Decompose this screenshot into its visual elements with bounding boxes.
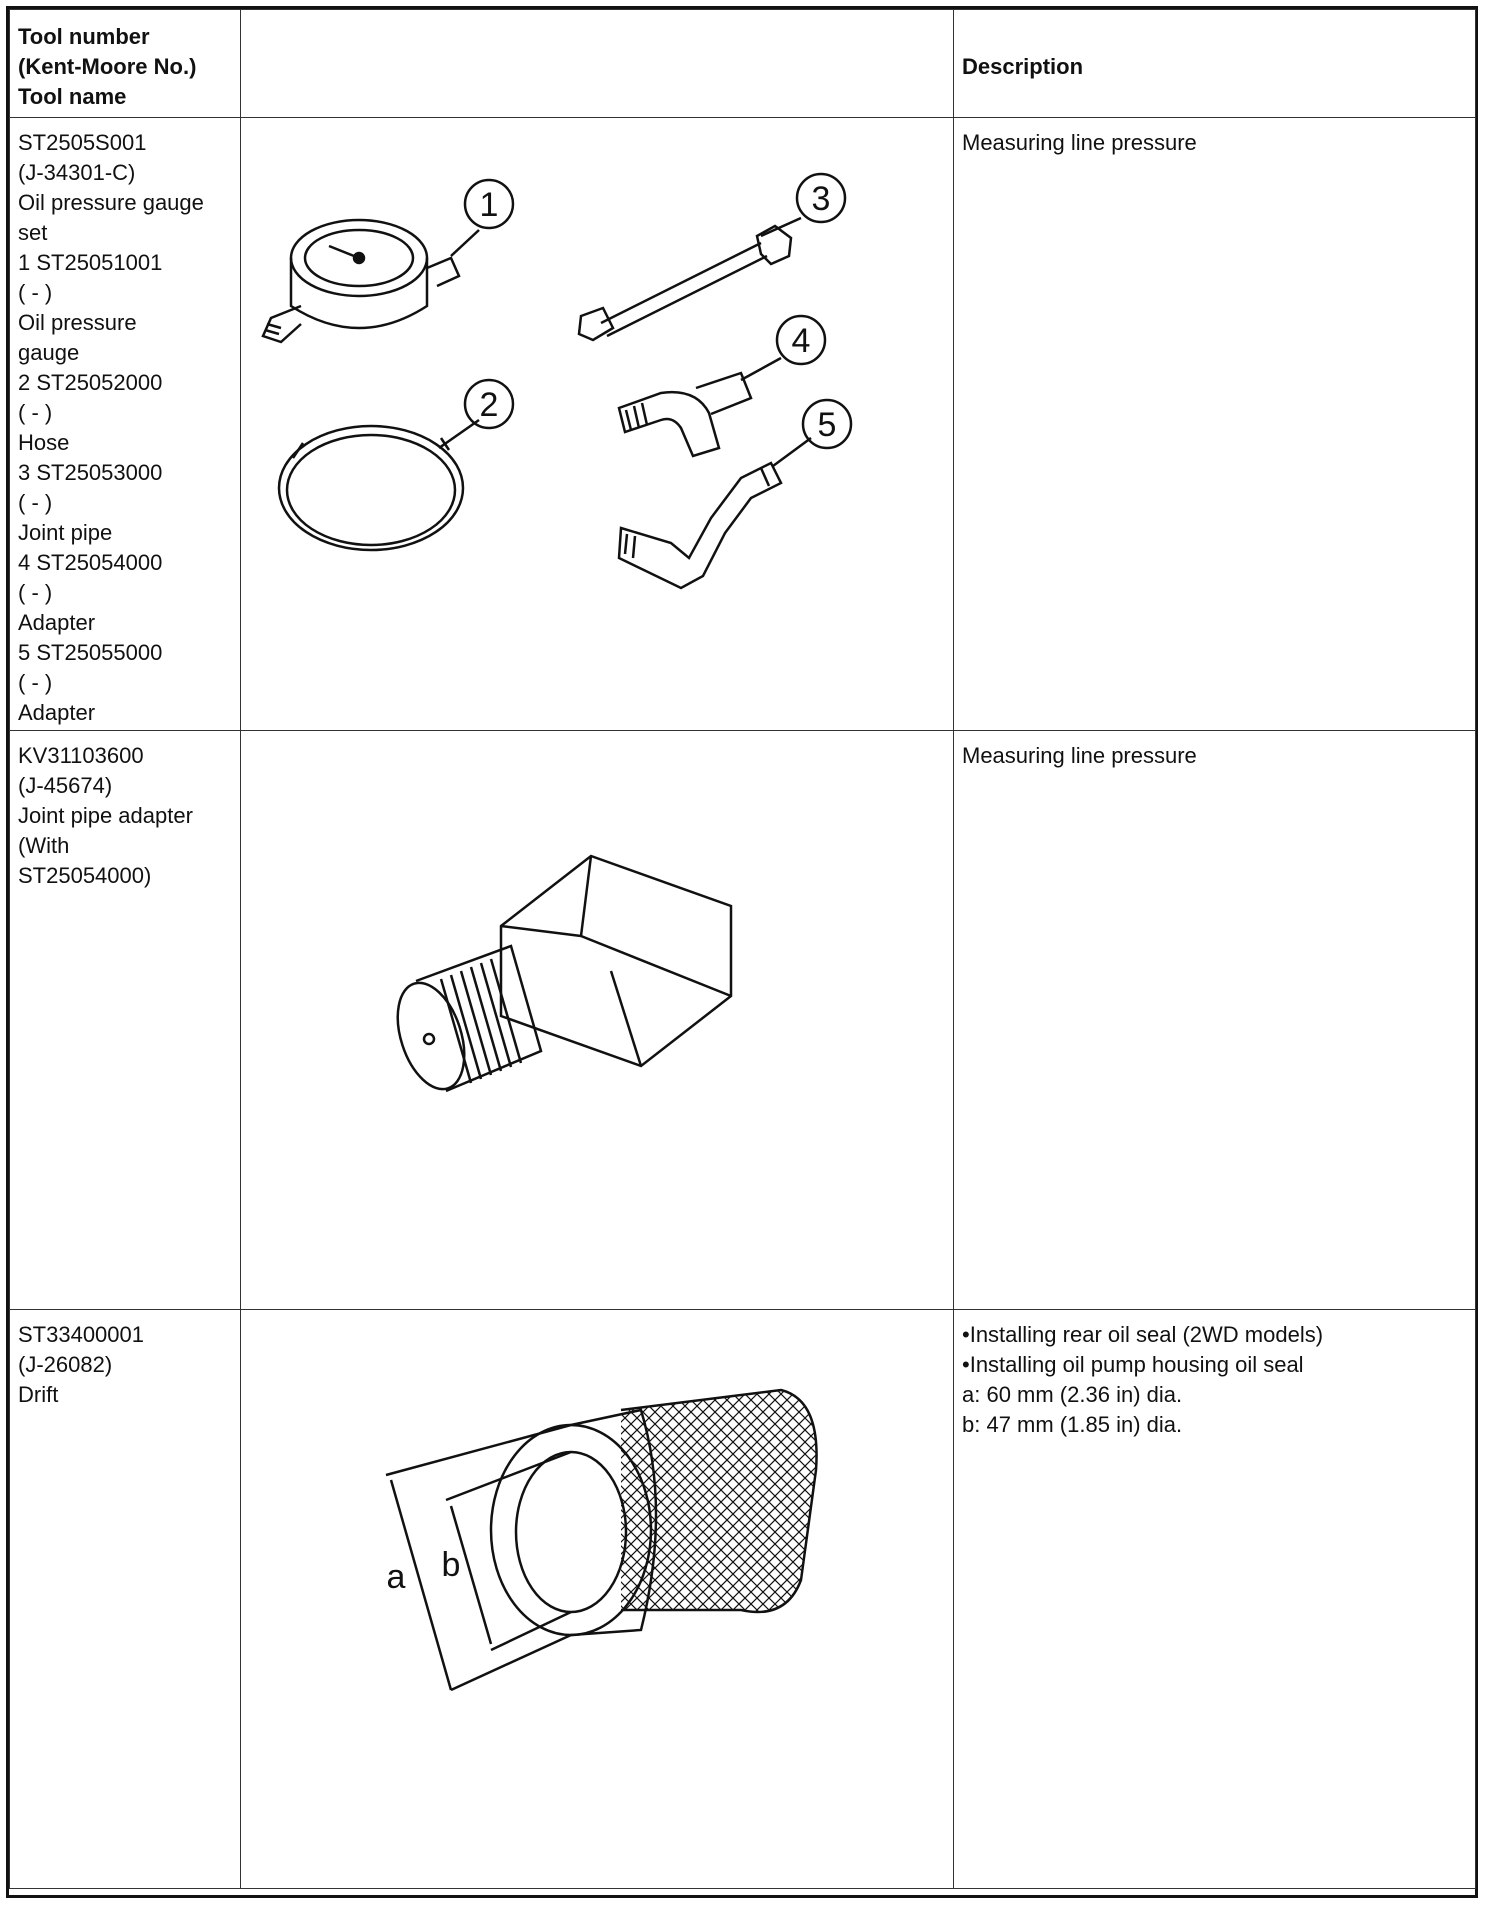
table-row — [10, 731, 1476, 1310]
tool-line: ( - ) — [18, 400, 53, 425]
tool-line: 2 ST25052000 — [18, 370, 163, 395]
joint-pipe-adapter-illustration — [241, 731, 954, 1309]
tool-line: gauge — [18, 340, 80, 365]
description-cell — [954, 1310, 1476, 1889]
tool-line: (J-26082) — [18, 1352, 113, 1377]
tool-line: Joint pipe — [18, 520, 113, 545]
oil-pressure-gauge-set-illustration — [241, 118, 954, 730]
tool-lines — [10, 1310, 240, 1410]
tool-line: ( - ) — [18, 490, 53, 515]
description-cell — [954, 118, 1476, 731]
description-cell — [954, 731, 1476, 1310]
tool-table-sheet — [6, 6, 1478, 1898]
tool-line: ST2505S001 — [18, 130, 147, 155]
header-tool-cell — [10, 10, 241, 118]
tool-line: (J-45674) — [18, 773, 113, 798]
tool-cell — [10, 118, 241, 731]
callout-1: 1 — [479, 186, 499, 224]
tool-line: 4 ST25054000 — [18, 550, 163, 575]
special-service-tools-table — [9, 9, 1476, 1889]
header-description-cell — [954, 10, 1476, 118]
illustration-cell — [241, 731, 954, 1310]
tool-line: Oil pressure gauge — [18, 190, 204, 215]
description-line: •Installing rear oil seal (2WD models) — [962, 1322, 1324, 1347]
header-tool-number: Tool number — [18, 24, 150, 49]
description-lines — [954, 1310, 1475, 1440]
header-tool-name: Tool name — [18, 84, 127, 109]
header-kent-moore: (Kent-Moore No.) — [18, 54, 197, 79]
tool-line: ( - ) — [18, 670, 53, 695]
description-line: •Installing oil pump housing oil seal — [962, 1352, 1304, 1377]
dimension-label-b: b — [441, 1546, 461, 1584]
drift-illustration — [241, 1310, 954, 1888]
illustration-cell — [241, 1310, 954, 1889]
header-description: Description — [962, 54, 1084, 79]
tool-line: 3 ST25053000 — [18, 460, 163, 485]
tool-cell — [10, 731, 241, 1310]
header-illustration-cell — [241, 10, 954, 118]
description-line: b: 47 mm (1.85 in) dia. — [962, 1412, 1183, 1437]
callout-4: 4 — [791, 322, 811, 360]
tool-line: ( - ) — [18, 280, 53, 305]
tool-line: Drift — [18, 1382, 59, 1407]
description-lines — [954, 731, 1475, 771]
joint-pipe-icon — [579, 226, 791, 340]
dimension-label-a: a — [386, 1558, 406, 1596]
tool-line: Adapter — [18, 700, 96, 725]
description-line: a: 60 mm (2.36 in) dia. — [962, 1382, 1183, 1407]
illustration-cell — [241, 118, 954, 731]
tool-line: 1 ST25051001 — [18, 250, 163, 275]
tool-lines — [10, 731, 240, 891]
tool-line: Oil pressure — [18, 310, 137, 335]
tool-line: (J-34301-C) — [18, 160, 136, 185]
callout-3: 3 — [811, 180, 831, 218]
tool-line: KV31103600 — [18, 743, 144, 768]
tool-line: Joint pipe adapter — [18, 803, 193, 828]
tool-line: Hose — [18, 430, 70, 455]
tool-line: ST33400001 — [18, 1322, 144, 1347]
tool-line: set — [18, 220, 48, 245]
description-line: Measuring line pressure — [962, 743, 1197, 768]
tool-cell — [10, 1310, 241, 1889]
tool-line: (With — [18, 833, 70, 858]
tool-lines — [10, 118, 240, 728]
oil-pressure-gauge-icon — [263, 220, 459, 342]
tool-line: Adapter — [18, 610, 96, 635]
table-row — [10, 118, 1476, 731]
tool-line: 5 ST25055000 — [18, 640, 163, 665]
adapter-5-icon — [619, 463, 781, 588]
adapter-4-icon — [619, 373, 751, 456]
table-row — [10, 1310, 1476, 1889]
tool-line: ST25054000) — [18, 863, 152, 888]
description-line: Measuring line pressure — [962, 130, 1197, 155]
callout-2: 2 — [479, 386, 499, 424]
table-header-row — [10, 10, 1476, 118]
hose-icon — [279, 426, 463, 550]
description-lines — [954, 118, 1475, 158]
drift-icon — [386, 1390, 817, 1690]
joint-pipe-adapter-icon — [385, 856, 731, 1098]
tool-line: ( - ) — [18, 580, 53, 605]
callout-5: 5 — [817, 406, 837, 444]
